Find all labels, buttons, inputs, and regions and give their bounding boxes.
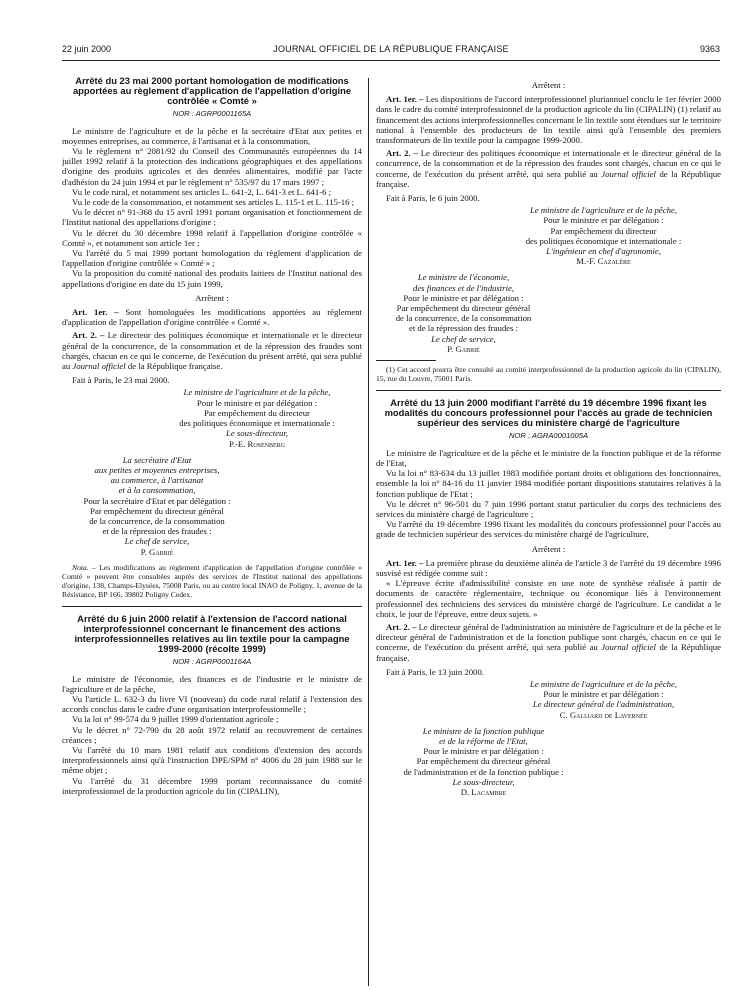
signatory-name: C. Galliard de Lavernée: [559, 709, 648, 720]
signatory-name: D. Lacambre: [460, 786, 507, 797]
signature-line: Par empêchement du directeur général: [90, 505, 224, 516]
decree-title: Arrêté du 13 juin 2000 modifiant l'arrêté du 19 décembre 1996 fixant les modalités du concours professionnel pour l'accès au grade de technicien supérieur des services du ministère chargé de l'agriculture: [384, 397, 713, 429]
decree-title: Arrêté du 6 juin 2000 relatif à l'extension de l'accord national interprofessionnel concernant le financement des actions interprofessionnelles relatives au lin textile pour la campagne 1999-2000 (récolte 1999): [74, 612, 350, 655]
signature-line: Par empêchement du directeur général: [396, 303, 531, 314]
nor-text: NOR : AGRP0001165A: [172, 108, 252, 118]
decree-lin-textile-start: [62, 614, 362, 796]
signature-line: Pour le ministre et par délégation :: [543, 215, 664, 226]
paragraph: Le ministre de l'agriculture et de la pêche et le ministre de la fonction publique et de la réforme de l'Etat,: [376, 447, 721, 468]
nor-reference: [376, 431, 721, 440]
signature-line: des politiques économique et internationale :: [525, 235, 682, 246]
signature-block: [376, 272, 721, 354]
paragraph: Vu l'arrêté du 5 mai 1999 portant homologation du règlement d'application de l'appellation d'origine contrôlée « Comté » ;: [62, 248, 362, 269]
column-divider: [368, 78, 369, 986]
arretent-heading: Arrêtent :: [195, 292, 229, 303]
signature-block: [62, 455, 362, 557]
signature-line: Par empêchement du directeur: [550, 225, 657, 236]
signatory-title: aux petites et moyennes entreprises,: [94, 464, 220, 475]
signature-line: des politiques économique et internationale :: [179, 418, 335, 429]
signature-line: Pour le ministre et par délégation :: [403, 292, 524, 303]
signature-line: de la concurrence, de la consommation: [89, 515, 225, 526]
paragraph: Vu l'arrêté du 19 décembre 1996 fixant les modalités du concours professionnel pour l'accès au grade de technicien supérieur des services du ministère chargé de l'agriculture,: [376, 519, 721, 540]
signatory-title: Le ministre de l'agriculture et de la pêche,: [530, 205, 677, 216]
journal-officiel: Journal officiel: [601, 642, 656, 653]
decree-comte: [62, 76, 362, 599]
article-text: Le directeur général de l'administration au ministère de l'agriculture et de la pêche et le directeur général de l'administration et de la fonction publique sont chargés, chacun en ce qui le concerne, de l'exécution du présent arrêté, qui sera publié au: [376, 621, 721, 653]
footnote-separator: [376, 360, 436, 361]
article-label: Art. 2. –: [72, 330, 105, 341]
quoted-text: « L'épreuve écrite d'admissibilité consiste en une note de synthèse réalisée à partir de documents de caractère réglementaire, technique ou économique liés à l'environnement professionnel des techniciens des services du ministère chargé de l'agriculture. Le candidat a le choix, le jour de l'épreuve, entre deux sujets. »: [376, 578, 721, 619]
header-title: JOURNAL OFFICIEL DE LA RÉPUBLIQUE FRANÇAISE: [273, 44, 509, 54]
paragraph: Vu le décret n° 91-368 du 15 avril 1991 portant organisation et fonctionnement de l'Institut national des appellations d'origine ;: [62, 207, 362, 228]
signing-place-date: Fait à Paris, le 23 mai 2000.: [72, 375, 170, 386]
signature-line: Pour le ministre et par délégation :: [196, 397, 318, 408]
decree-title: Arrêté du 23 mai 2000 portant homologation de modifications apportées au règlement d'application de l'appellation d'origine contrôlée « Comté »: [72, 75, 352, 107]
arretent-heading: Arrêtent :: [531, 543, 566, 554]
signature-line: et de la répression des fraudes :: [408, 323, 519, 334]
section-separator: [376, 390, 721, 391]
signature-block: [376, 205, 721, 266]
signatory-title: et de la réforme de l'Etat,: [439, 735, 528, 746]
signatory-title: Le ministre de l'agriculture et de la pêche,: [530, 678, 677, 689]
signature-line: Pour le ministre et par délégation :: [543, 689, 664, 700]
article-text: Sont homologuées les modifications apportées au règlement d'application de l'appellation d'origine contrôlée « Comté ».: [62, 307, 363, 328]
nor-text: NOR : AGRP0001164A: [172, 656, 252, 666]
signature-line: Pour le ministre et par délégation :: [423, 746, 544, 757]
signatory-title: des finances et de l'industrie,: [412, 282, 515, 293]
signature-line: Le chef de service,: [431, 333, 496, 344]
decree-technicien: [376, 398, 721, 797]
left-column: [62, 76, 362, 796]
paragraph: Vu le règlement n° 2081/92 du Conseil des Communautés européennes du 14 juillet 1992 relatif à la protection des indications géographiques et des appellations d'origine des produits agricoles et des denrées alimentaires, modifié par l'acte d'adhésion du 24 juin 1994 et par le règlement n° 535/97 du 17 mars 1997 ;: [62, 146, 362, 187]
header-page-number: 9363: [699, 44, 720, 54]
journal-officiel: Journal officiel: [601, 168, 656, 179]
signatory-title: et à la consommation,: [118, 485, 196, 496]
article-1: [376, 558, 721, 578]
signature-line: Le sous-directeur,: [226, 428, 288, 439]
paragraph: Le ministre de l'économie, des finances et de l'industrie et le ministre de l'agriculture et de la pêche,: [62, 673, 362, 694]
article-2: [376, 148, 721, 189]
header-rule: [62, 60, 720, 61]
nor-text: NOR : AGRA0001005A: [508, 430, 589, 440]
signatory-name: P. Gabrié: [447, 343, 480, 354]
right-column: [376, 76, 721, 797]
signature-line: Le sous-directeur,: [452, 776, 515, 787]
signatory-title: La secrétaire d'Etat: [122, 454, 192, 465]
article-text: Les dispositions de l'accord interprofessionnel pluriannuel conclu le 1er février 2000 dans le cadre du comité interprofessionnel de la production agricole du lin (CIPALIN) (1) relatif au financement des actions interprofessionnelles concernant le lin textile sont étendues sur le territoire national à l'ensemble des producteurs de lin textile ainsi qu'à l'ensemble des premiers transformateurs de lin textile pour la campagne 1999-2000.: [376, 94, 721, 146]
article-text: de la République française.: [376, 168, 722, 189]
nota-text: – Les modifications au règlement d'application de l'appellation d'origine contrôlée « Comté » peuvent être consultées auprès des services de l'Institut national des appellations d'origine, 138, Champs-Elysées, 75008 Paris, ou au centre local INAO de Poligny, 1, avenue de la Résistance, BP 166, 39802 Poligny Cedex.: [62, 562, 362, 599]
signatory-name: P.-E. Rosenberg: [228, 438, 286, 449]
signature-line: Pour la secrétaire d'Etat et par délégation :: [83, 495, 231, 506]
article-text: La première phrase du deuxième alinéa de l'article 3 de l'arrêté du 19 décembre 1996 susvisé est rédigée comme suit :: [376, 557, 721, 578]
paragraph: Vu le code rural, et notamment ses articles L. 641-2, L. 641-3 et L. 641-6 ;: [72, 186, 332, 197]
article-label: Art. 1er. –: [386, 94, 424, 105]
article-1: [376, 94, 721, 145]
article-label: Art. 2. –: [386, 621, 417, 632]
signature-block: [62, 387, 362, 448]
footnote: (1) Cet accord pourra être consulté au comité interprofessionnel de la production agricole du lin (CIPALIN), 15, rue du Louvre, 75001 Paris.: [376, 365, 721, 384]
signature-line: de la concurrence, de la consommation: [395, 313, 532, 324]
signature-line: L'ingénieur en chef d'agronomie,: [546, 246, 661, 257]
signatory-name: P. Gabrié: [140, 546, 174, 557]
arretent-heading: Arrêtent :: [531, 80, 566, 90]
signature-line: Le directeur général de l'administration,: [532, 699, 675, 710]
journal-officiel: Journal officiel: [72, 361, 126, 372]
paragraph: Le ministre de l'agriculture et de la pêche et la secrétaire d'Etat aux petites et moyennes entreprises, au commerce, à l'artisanat et à la consommation,: [62, 125, 362, 146]
paragraph: Vu le décret n° 72-790 du 28 août 1972 relatif au recouvrement de certaines créances ;: [62, 724, 362, 745]
signatory-title: Le ministre de l'économie,: [417, 272, 510, 283]
signature-line: Par empêchement du directeur général: [416, 756, 551, 767]
nota-note: [62, 563, 362, 599]
signatory-title: Le ministre de la fonction publique: [422, 725, 545, 736]
article-text: Le directeur des politiques économique et internationale et le directeur général de la concurrence, de la consommation et de la répression des fraudes sont chargés, chacun en ce qui le concerne, de l'exécution du présent arrêté, qui sera publié au: [376, 148, 721, 179]
article-text: Le directeur des politiques économique et internationale et le directeur général de la concurrence, de la consommation et de la répression des fraudes sont chargés, chacun en ce qui le concerne, de l'exécution du présent arrêté, qui sera publié au: [62, 330, 362, 372]
paragraph: Vu l'article L. 632-3 du livre VI (nouveau) du code rural relatif à l'extension des accords conclus dans le cadre d'une organisation interprofessionnelle ;: [62, 693, 362, 715]
signing-place-date: Fait à Paris, le 13 juin 2000.: [386, 666, 484, 677]
article-label: Art. 1er. –: [72, 307, 119, 318]
signatory-name: M.-F. Cazalère: [576, 256, 631, 267]
paragraph: Vu l'arrêté du 10 mars 1981 relatif aux conditions d'extension des accords interprofessionnels ainsi qu'à l'instruction DPE/SPM n° 4006 du 28 juin 1988 sur le même objet ;: [62, 744, 362, 776]
header-date: 22 juin 2000: [62, 44, 112, 54]
article-text: de la République française.: [125, 361, 223, 372]
article-text: de la République française.: [376, 642, 722, 663]
signature-line: de l'administration et de la fonction publique :: [403, 766, 564, 777]
signatory-title: Le ministre de l'agriculture et de la pêche,: [183, 387, 331, 398]
signature-line: Le chef de service,: [124, 536, 190, 547]
signing-place-date: Fait à Paris, le 6 juin 2000.: [386, 193, 480, 204]
nor-reference: [62, 109, 362, 118]
signature-block: [376, 726, 721, 797]
article-2: [62, 330, 362, 371]
paragraph: Vu l'arrêté du 31 décembre 1999 portant reconnaissance du comité interprofessionnel de la production agricole du lin (CIPALIN),: [62, 775, 362, 796]
paragraph: Vu le décret du 30 décembre 1998 relatif à l'appellation d'origine contrôlée « Comté », et notamment son article 1er ;: [62, 227, 362, 248]
nor-reference: [62, 657, 362, 666]
paragraph: Vu la proposition du comité national des produits laitiers de l'Institut national des appellations d'origine en date du 15 juin 1999,: [62, 268, 362, 289]
article-label: Art. 2. –: [386, 148, 418, 159]
article-2: [376, 622, 721, 663]
article-label: Art. 1er. –: [386, 557, 424, 568]
signature-block: [376, 679, 721, 720]
signatory-title: au commerce, à l'artisanat: [110, 475, 204, 486]
decree-lin-textile-end: [376, 80, 721, 383]
section-separator: [62, 606, 362, 607]
signature-line: et de la répression des fraudes :: [102, 526, 212, 537]
paragraph: Vu la loi n° 99-574 du 9 juillet 1999 d'orientation agricole ;: [72, 714, 279, 725]
page-header: [62, 44, 720, 60]
paragraph: Vu la loi n° 83-634 du 13 juillet 1983 modifiée portant droits et obligations des fonctionnaires, ensemble la loi n° 84-16 du 11 janvier 1984 modifiée portant dispositions statutaires relatives à la fonction publique de l'Etat ;: [376, 468, 721, 499]
paragraph: Vu le décret n° 96-501 du 7 juin 1996 portant statut particulier du corps des techniciens des services du ministère chargé de l'agriculture ;: [376, 498, 721, 519]
paragraph: Vu le code de la consommation, et notamment ses articles L. 115-1 et L. 115-16 ;: [72, 197, 355, 208]
article-1: [62, 307, 362, 327]
nota-label: Nota.: [72, 562, 89, 572]
signature-line: Par empêchement du directeur: [204, 407, 310, 418]
